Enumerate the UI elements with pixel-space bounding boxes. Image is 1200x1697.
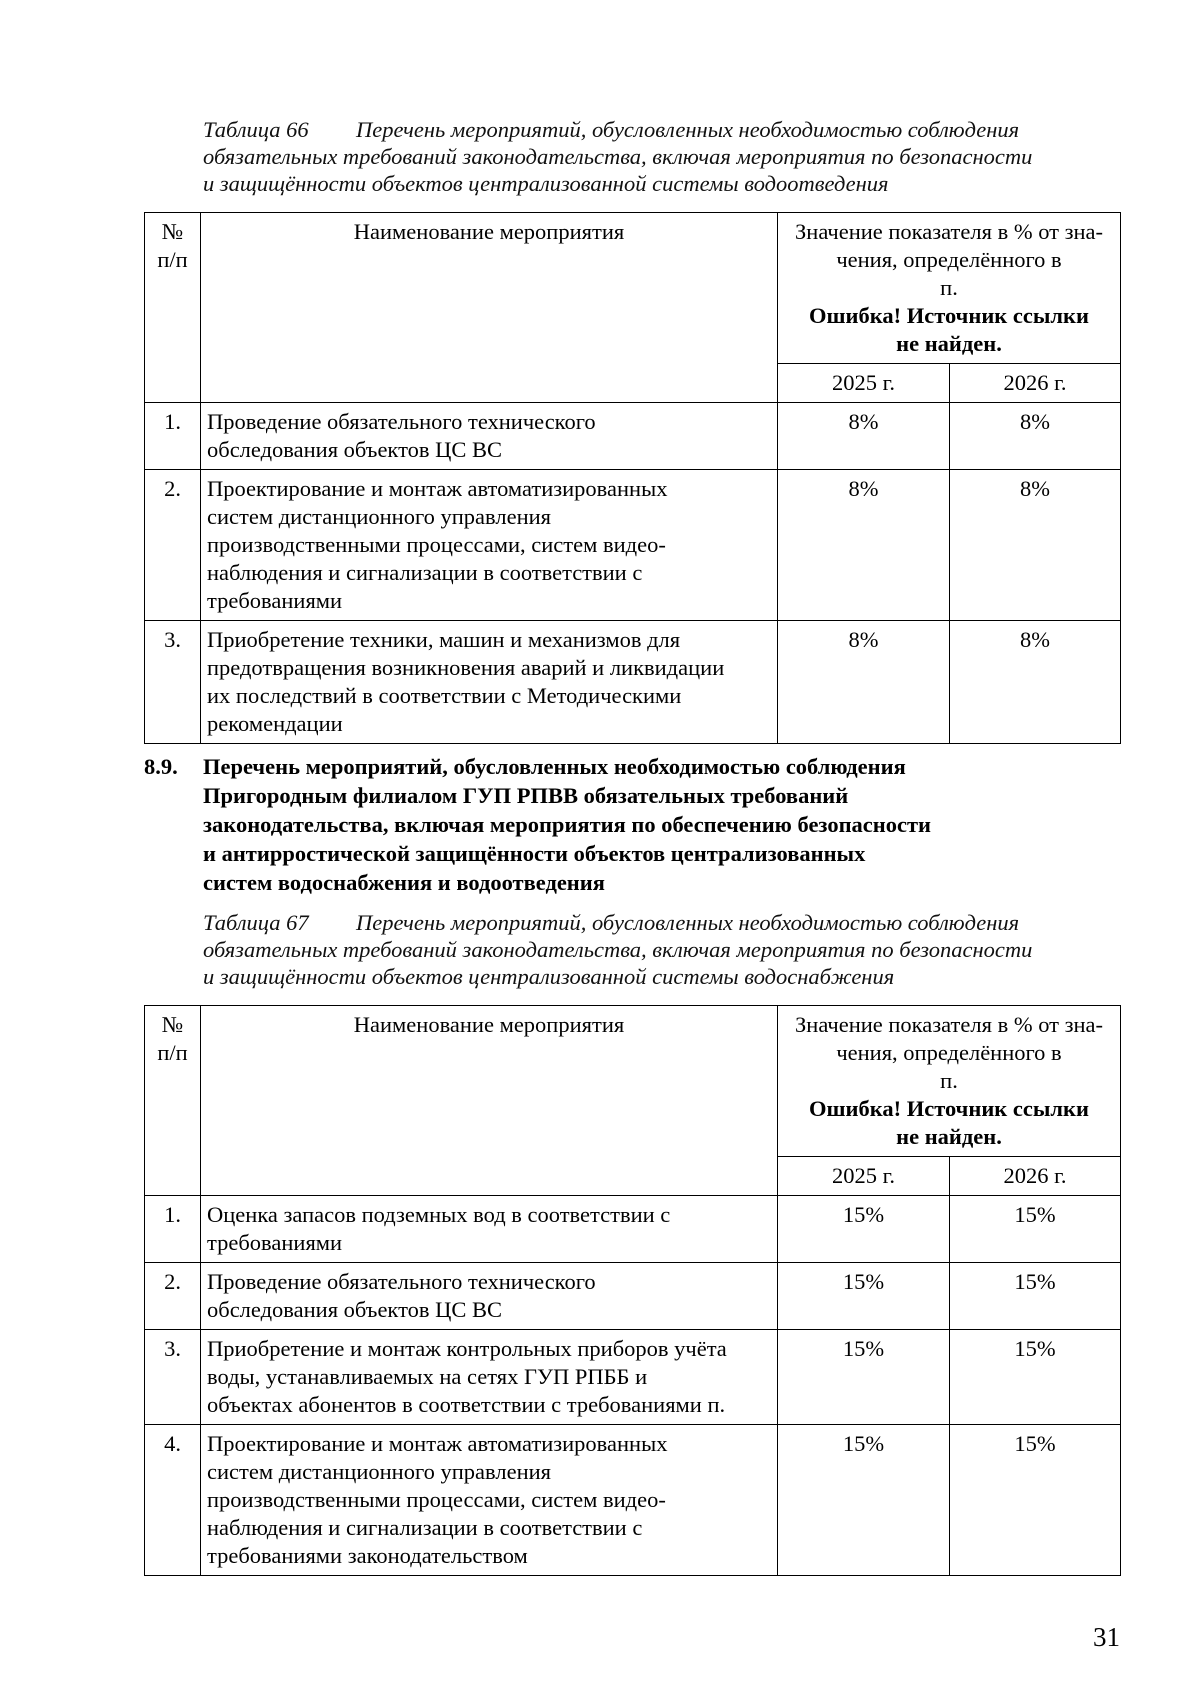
header-value-cell xyxy=(778,213,1121,364)
row-value-2026: 8% xyxy=(950,470,1121,621)
table-row xyxy=(145,1263,1121,1330)
header-name-cell: Наименование мероприятия xyxy=(201,1006,778,1196)
table-row xyxy=(145,403,1121,470)
row-name-line: наблюдения и сигнализации в соответствии с xyxy=(207,1515,643,1540)
row-name-line: Проектирование и монтаж автоматизированных xyxy=(207,476,668,501)
row-value-2025: 8% xyxy=(778,403,950,470)
row-name-line: систем дистанционного управления xyxy=(207,1459,552,1484)
row-name-line: рекомендации xyxy=(207,711,343,736)
header-year-2025: 2025 г. xyxy=(778,364,950,403)
row-name xyxy=(201,1425,778,1576)
row-number: 3. xyxy=(145,621,201,744)
row-name-line: требованиями xyxy=(207,588,343,613)
table-66-caption-line: обязательных требований законодательства, включая мероприятия по безопасности xyxy=(203,144,1033,169)
reference-error-text: Ошибка! Источник ссылки xyxy=(809,303,1089,328)
table-66-caption xyxy=(203,116,1123,197)
row-number: 1. xyxy=(145,403,201,470)
row-value-2026: 15% xyxy=(950,1263,1121,1330)
table-67-caption-label: Таблица 67 xyxy=(203,910,309,935)
section-title-line: систем водоснабжения и водоотведения xyxy=(203,870,605,895)
row-name-line: воды, устанавливаемых на сетях ГУП РПББ и xyxy=(207,1364,648,1389)
header-num-cell xyxy=(145,213,201,403)
row-name xyxy=(201,1330,778,1425)
header-value-line: Значение показателя в % от зна- xyxy=(795,219,1104,244)
row-name xyxy=(201,621,778,744)
row-name-line: производственными процессами, систем видео- xyxy=(207,532,666,557)
row-name xyxy=(201,403,778,470)
row-name-line: Проведение обязательного технического xyxy=(207,409,596,434)
table-67-caption xyxy=(203,909,1123,990)
row-name-line: Проведение обязательного технического xyxy=(207,1269,596,1294)
header-value-cell xyxy=(778,1006,1121,1157)
reference-error-text: Ошибка! Источник ссылки xyxy=(809,1096,1089,1121)
table-67-caption-line: Перечень мероприятий, обусловленных необходимостью соблюдения xyxy=(356,910,1020,935)
table-66-caption-label: Таблица 66 xyxy=(203,117,309,142)
section-number: 8.9. xyxy=(144,754,178,779)
reference-error-text: не найден. xyxy=(896,1124,1002,1149)
row-value-2025: 15% xyxy=(778,1196,950,1263)
header-num-abbr: п/п xyxy=(157,247,188,272)
row-name-line: предотвращения возникновения аварий и ликвидации xyxy=(207,655,725,680)
section-title-line: Пригородным филиалом ГУП РПВВ обязательных требований xyxy=(203,783,849,808)
row-number: 3. xyxy=(145,1330,201,1425)
row-value-2025: 8% xyxy=(778,470,950,621)
page-number: 31 xyxy=(1093,1622,1120,1652)
table-header-row xyxy=(145,1006,1121,1157)
header-num-cell xyxy=(145,1006,201,1196)
row-number: 2. xyxy=(145,470,201,621)
row-name-line: объектах абонентов в соответствии с требованиями п. xyxy=(207,1392,726,1417)
row-value-2026: 15% xyxy=(950,1425,1121,1576)
table-row xyxy=(145,470,1121,621)
table-66-caption-line: и защищённости объектов централизованной системы водоотведения xyxy=(203,171,889,196)
table-66-caption-line: Перечень мероприятий, обусловленных необходимостью соблюдения xyxy=(356,117,1020,142)
row-name-line: Приобретение и монтаж контрольных приборов учёта xyxy=(207,1336,727,1361)
row-number: 2. xyxy=(145,1263,201,1330)
table-header-row xyxy=(145,213,1121,364)
row-name xyxy=(201,1263,778,1330)
table-67-caption-line: обязательных требований законодательства, включая мероприятия по безопасности xyxy=(203,937,1033,962)
table-row xyxy=(145,1196,1121,1263)
row-name-line: требованиями xyxy=(207,1230,343,1255)
table-67 xyxy=(144,1005,1121,1576)
row-name-line: их последствий в соответствии с Методическими xyxy=(207,683,682,708)
table-row xyxy=(145,621,1121,744)
row-name-line: обследования объектов ЦС ВС xyxy=(207,1297,502,1322)
header-year-2026: 2026 г. xyxy=(950,364,1121,403)
row-value-2025: 15% xyxy=(778,1330,950,1425)
header-num-symbol: № xyxy=(161,219,184,244)
header-year-2025: 2025 г. xyxy=(778,1157,950,1196)
row-name-line: Приобретение техники, машин и механизмов для xyxy=(207,627,681,652)
row-value-2026: 8% xyxy=(950,403,1121,470)
reference-error-text: не найден. xyxy=(896,331,1002,356)
row-value-2026: 8% xyxy=(950,621,1121,744)
table-67-caption-line: и защищённости объектов централизованной системы водоснабжения xyxy=(203,964,895,989)
row-value-2025: 15% xyxy=(778,1263,950,1330)
header-value-prefix: п. xyxy=(940,1068,958,1093)
header-num-symbol: № xyxy=(161,1012,184,1037)
row-name-line: наблюдения и сигнализации в соответствии с xyxy=(207,560,643,585)
row-name-line: требованиями законодательством xyxy=(207,1543,528,1568)
section-title-line: законодательства, включая мероприятия по обеспечению безопасности xyxy=(203,812,932,837)
row-value-2025: 15% xyxy=(778,1425,950,1576)
header-year-2026: 2026 г. xyxy=(950,1157,1121,1196)
header-value-prefix: п. xyxy=(940,275,958,300)
table-row xyxy=(145,1425,1121,1576)
header-name-cell: Наименование мероприятия xyxy=(201,213,778,403)
header-num-abbr: п/п xyxy=(157,1040,188,1065)
row-name-line: систем дистанционного управления xyxy=(207,504,552,529)
table-66 xyxy=(144,212,1121,744)
header-value-line: Значение показателя в % от зна- xyxy=(795,1012,1104,1037)
section-title-line: Перечень мероприятий, обусловленных необходимостью соблюдения xyxy=(203,754,906,779)
row-name-line: Оценка запасов подземных вод в соответствии с xyxy=(207,1202,671,1227)
row-name-line: обследования объектов ЦС ВС xyxy=(207,437,502,462)
row-value-2026: 15% xyxy=(950,1196,1121,1263)
section-title-line: и антирростической защищённости объектов централизованных xyxy=(203,841,866,866)
row-name xyxy=(201,1196,778,1263)
row-value-2026: 15% xyxy=(950,1330,1121,1425)
table-row xyxy=(145,1330,1121,1425)
row-value-2025: 8% xyxy=(778,621,950,744)
row-number: 1. xyxy=(145,1196,201,1263)
row-name-line: производственными процессами, систем видео- xyxy=(207,1487,666,1512)
row-number: 4. xyxy=(145,1425,201,1576)
row-name xyxy=(201,470,778,621)
header-value-line: чения, определённого в xyxy=(836,247,1062,272)
row-name-line: Проектирование и монтаж автоматизированных xyxy=(207,1431,668,1456)
section-title xyxy=(203,752,931,897)
header-value-line: чения, определённого в xyxy=(836,1040,1062,1065)
